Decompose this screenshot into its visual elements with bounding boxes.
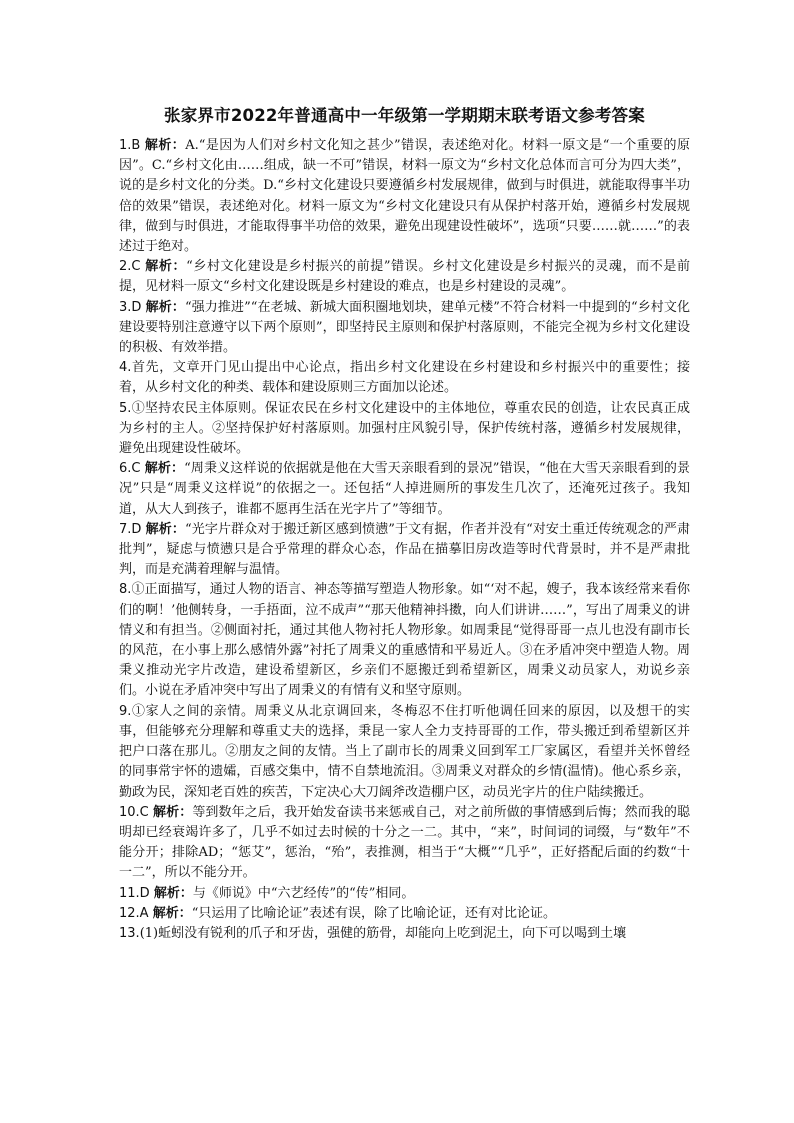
answer-text: (1)蚯蚓没有锐利的爪子和牙齿，强健的筋骨，却能向上吃到泥土，向下可以喝到土壤 [139, 925, 627, 941]
answer-item-3 [119, 298, 690, 359]
answer-text: “只运用了比喻论证”表述有误，除了比喻论证，还有对比论证。 [191, 905, 557, 921]
answer-text: 首先，文章开门见山提出中心论点，指出乡村文化建设在乡村建设和乡村振兴中的重要性；接着，从乡村文化的种类、载体和建设原则三方面加以论述。 [119, 360, 690, 396]
answer-item-4 [119, 358, 690, 398]
analysis-label: 解析： [152, 905, 192, 921]
answer-number: 12.A [119, 905, 149, 921]
answer-text: 等到数年之后，我开始发奋读书来惩戒自己，对之前所做的事情感到后悔；然而我的聪明却已经衰竭许多了，几乎不如过去时候的十分之一二。其中，“来”，时间词的词缀，与“数年”不能分开；排除AD；“惩艾”，惩治，“殆”，表推测，相当于“大概”“几乎”，正好搭配后面的约数“十一二”，所以不能分开。 [119, 804, 690, 881]
analysis-label: 解析： [144, 461, 185, 477]
answer-item-7 [119, 520, 690, 581]
answer-number: 13. [119, 925, 140, 941]
answer-number: 4. [119, 360, 132, 376]
answer-text: “乡村文化建设是乡村振兴的前提”错误。乡村文化建设是乡村振兴的灵魂，而不是前提，见材料一原文“乡村文化建设既是乡村建设的难点，也是乡村建设的灵魂”。 [119, 259, 690, 295]
answer-number: 3.D [119, 299, 142, 315]
answer-item-12 [119, 904, 690, 924]
answer-number: 9. [119, 703, 132, 719]
answer-item-1 [119, 136, 690, 257]
answer-item-8 [119, 580, 690, 701]
answer-text: “强力推进”“在老城、新城大面积圈地划块，建单元楼”不符合材料一中提到的“乡村文化建设要特别注意遵守以下两个原则”，即坚持民主原则和保护村落原则，不能完全视为乡村文化建设的积极、有效举措。 [119, 299, 690, 356]
answer-item-5 [119, 399, 690, 460]
answer-number: 8. [119, 582, 132, 598]
answer-text: ①家人之间的亲情。周秉义从北京调回来，冬梅忍不住打听他调任回来的原因，以及想干的实事，但能够充分理解和尊重丈夫的选择，秉昆一家人全力支持哥哥的工作，带头搬迁到希望新区并把户口落在那儿。②朋友之间的友情。当上了副市长的周秉义回到军工厂家属区，看望并关怀曾经的同事常宇怀的遗孀，百感交集中，情不自禁地流泪。③周秉义对群众的乡情(温情)。他心系乡亲，勤政为民，深知老百姓的疾苦，下定决心大刀阔斧改造棚户区，动员光字片的住户陆续搬迁。 [119, 703, 690, 800]
answer-list [119, 136, 690, 944]
analysis-label: 解析： [145, 259, 187, 275]
answer-number: 10.C [119, 804, 149, 820]
answer-item-2 [119, 257, 690, 297]
answer-text: ①坚持农民主体原则。保证农民在乡村文化建设中的主体地位，尊重农民的创造，让农民真正成为乡村的主人。②坚持保护好村落原则。加强村庄风貌引导，保护传统村落，遵循乡村发展规律，避免出现建设性破坏。 [119, 400, 690, 457]
analysis-label: 解析： [145, 521, 185, 537]
answer-item-6 [119, 459, 690, 520]
answer-number: 5. [119, 400, 132, 416]
answer-number: 2.C [119, 259, 141, 275]
answer-text: A.“是因为人们对乡村文化知之甚少”错误，表述绝对化。材料一原文是“一个重要的原因”。C.“乡村文化由……组成，缺一不可”错误，材料一原文为“乡村文化总体而言可分为四大类”，说的是乡村文化的分类。D.“乡村文化建设只要遵循乡村发展规律，做到与时俱进，就能取得事半功倍的效果”错误，表述绝对化。材料一原文为“乡村文化建设只有从保护村落开始，遵循乡村发展规律，做到与时俱进，才能取得事半功倍的效果，避免出现建设性破坏”，选项“只要……就……”的表述过于绝对。 [119, 138, 690, 255]
answer-item-13 [119, 924, 690, 944]
answer-number: 7.D [119, 521, 142, 537]
answer-text: ①正面描写，通过人物的语言、神态等描写塑造人物形象。如“‘对不起，嫂子，我本该经常来看你们的啊！’他侧转身，一手捂面，泣不成声”“那天他精神抖擞，向人们讲讲……”，写出了周秉义的讲情义和有担当。②侧面衬托，通过其他人物衬托人物形象。如周秉昆“觉得哥哥一点儿也没有副市长的风范，在小事上那么感情外露”衬托了周秉义的重感情和平易近人。③在矛盾冲突中塑造人物。周秉义推动光字片改造，建设希望新区，乡亲们不愿搬迁到希望新区，周秉义动员家人，劝说乡亲们。小说在矛盾冲突中写出了周秉义的有情有义和坚守原则。 [119, 582, 690, 699]
answer-item-9 [119, 702, 690, 803]
answer-number: 11.D [119, 885, 150, 901]
page-title: 张家界市2022年普通高中一年级第一学期期末联考语文参考答案 [164, 106, 645, 125]
analysis-label: 解析： [153, 885, 193, 901]
analysis-label: 解析： [145, 299, 185, 315]
answer-item-11 [119, 884, 690, 904]
analysis-label: 解析： [153, 804, 193, 820]
answer-number: 6.C [119, 461, 141, 477]
answer-number: 1.B [119, 138, 141, 153]
answer-item-10 [119, 803, 690, 884]
answer-text: “周秉义这样说的依据就是他在大雪天亲眼看到的景况”错误，“他在大雪天亲眼看到的景况”只是“周秉义这样说”的依据之一。还包括“人掉进厕所的事发生几次了，还淹死过孩子。我知道，从大人到孩子，谁都不愿再生活在光字片了”等细节。 [119, 461, 690, 517]
answer-text: 与《师说》中“六艺经传”的“传”相同。 [192, 885, 415, 901]
answer-text: “光字片群众对于搬迁新区感到愤懑”于文有据，作者并没有“对安土重迁传统观念的严肃批判”，疑虑与愤懑只是合乎常理的群众心态，作品在描摹旧房改造等时代背景时，并不是严肃批判，而是充满着理解与温情。 [119, 521, 690, 578]
analysis-label: 解析： [144, 138, 186, 153]
